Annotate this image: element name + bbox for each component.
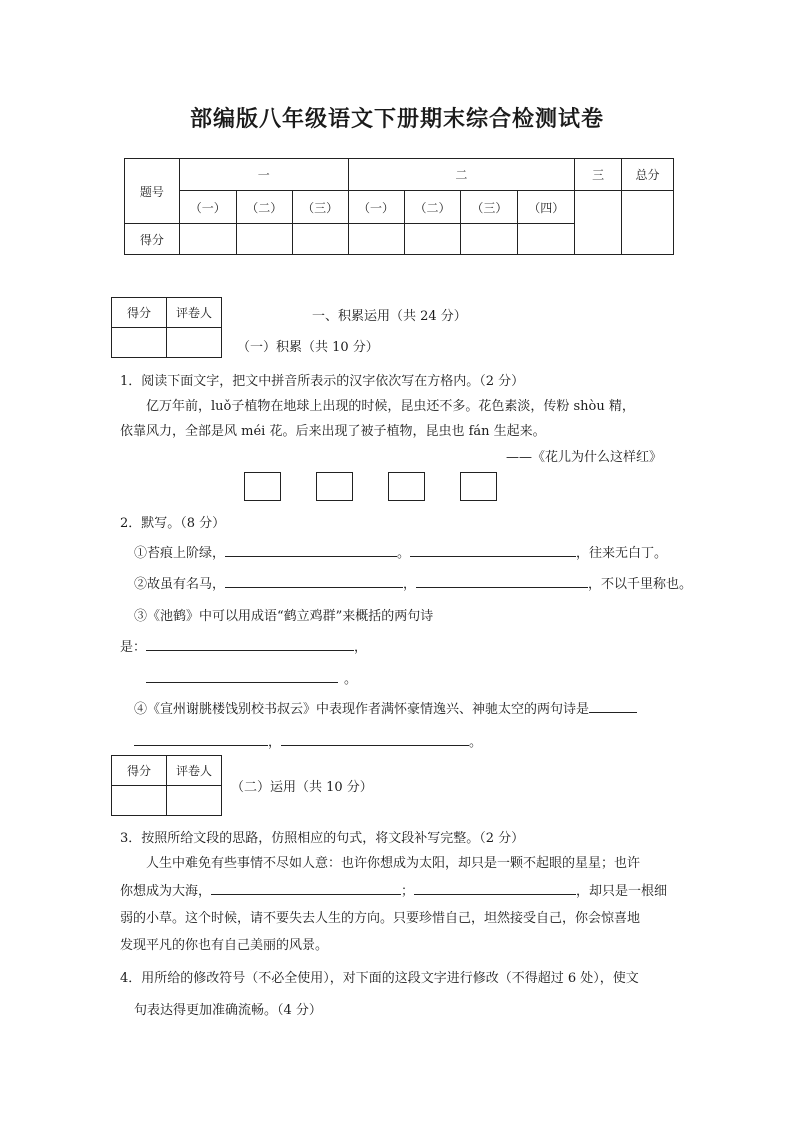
- grader-name-cell[interactable]: [167, 328, 222, 358]
- sub1-2: （二）: [236, 191, 292, 224]
- q2-line3: ③《池鹤》中可以用成语“鹤立鸡群”来概括的两句诗: [134, 609, 434, 624]
- section1-sub2: （二）运用（共 10 分）: [231, 780, 373, 795]
- q2-line4b: [134, 731, 482, 750]
- part3-score-cell[interactable]: [575, 191, 622, 255]
- q2-period-2: 。: [469, 735, 483, 750]
- score-cell[interactable]: [292, 224, 348, 255]
- blank-9[interactable]: [281, 732, 469, 746]
- blank-3[interactable]: [225, 574, 403, 588]
- sub1-1: （一）: [179, 191, 236, 224]
- q1-prompt: 1．阅读下面文字，把文中拼音所表示的汉字依次写在方格内。（2 分）: [120, 374, 525, 389]
- q1-text-line2: 依靠风力，全部是风 méi 花。后来出现了被子植物，昆虫也 fán 生起来。: [120, 424, 546, 439]
- score-cell[interactable]: [348, 224, 404, 255]
- q2-line1: [134, 542, 667, 561]
- q1-text-line1: 亿万年前，luǒ子植物在地球上出现的时候，昆虫还不多。花色素淡，传粉 shòu 精，: [146, 399, 635, 414]
- total-score-cell[interactable]: [622, 191, 674, 255]
- blank-10[interactable]: [211, 881, 401, 895]
- q2-l2a: ②故虽有名马，: [134, 577, 226, 592]
- q3-text-line4: 发现平凡的你也有自己美丽的风景。: [120, 938, 329, 953]
- q2-line3b: [120, 636, 367, 655]
- grader-score-cell[interactable]: [112, 786, 167, 816]
- blank-7[interactable]: [589, 699, 637, 713]
- section1-sub1: （一）积累（共 10 分）: [237, 340, 379, 355]
- part1-header: 一: [179, 159, 348, 191]
- grader-table-1: [111, 297, 222, 358]
- sub2-4: （四）: [518, 191, 575, 224]
- q2-l2b: ，: [403, 577, 417, 592]
- q2-l4: ④《宣州谢朓楼饯别校书叔云》中表现作者满怀豪情逸兴、神驰太空的两句诗是: [134, 702, 590, 717]
- q3-text-line3: 弱的小草。这个时候，请不要失去人生的方向。只要珍惜自己，坦然接受自己，你会惊喜地: [120, 911, 641, 926]
- grader-defen-label: 得分: [112, 756, 167, 786]
- sub1-3: （三）: [292, 191, 348, 224]
- part3-header: 三: [575, 159, 622, 191]
- tihao-label: 题号: [125, 159, 180, 224]
- q2-prompt: 2．默写。（8 分）: [120, 516, 226, 531]
- q2-line3c: [146, 668, 357, 687]
- score-cell[interactable]: [179, 224, 236, 255]
- q4-prompt-line2: 句表达得更加准确流畅。（4 分）: [134, 1003, 322, 1018]
- sub2-2: （二）: [404, 191, 461, 224]
- section1-heading: 一、积累运用（共 24 分）: [312, 309, 467, 324]
- blank-5[interactable]: [146, 637, 354, 651]
- q2-l1a: ①苔痕上阶绿，: [134, 546, 226, 561]
- answer-box-2[interactable]: [316, 472, 353, 501]
- q2-line2: [134, 573, 692, 592]
- score-table: [124, 158, 674, 255]
- score-cell[interactable]: [404, 224, 461, 255]
- defen-label: 得分: [125, 224, 180, 255]
- grader-pingjuan-label: 评卷人: [167, 756, 222, 786]
- blank-8[interactable]: [134, 732, 268, 746]
- blank-11[interactable]: [414, 881, 576, 895]
- blank-2[interactable]: [410, 543, 576, 557]
- q3-l2c: ，却只是一根细: [576, 884, 668, 899]
- q2-l2c: ，不以千里称也。: [588, 577, 693, 592]
- q3-text-line1: 人生中难免有些事情不尽如人意：也许你想成为太阳，却只是一颗不起眼的星星；也许: [146, 856, 641, 871]
- sub2-3: （三）: [461, 191, 518, 224]
- grader-table-2: [111, 755, 222, 816]
- q2-comma: ，: [354, 640, 368, 655]
- q2-l1b: 。: [397, 546, 411, 561]
- sub2-1: （一）: [348, 191, 404, 224]
- total-header: 总分: [622, 159, 674, 191]
- answer-box-3[interactable]: [388, 472, 425, 501]
- q2-l1c: ，往来无白丁。: [576, 546, 668, 561]
- q3-l2a: 你想成为大海，: [120, 884, 212, 899]
- grader-defen-label: 得分: [112, 298, 167, 328]
- q3-prompt: 3．按照所给文段的思路，仿照相应的句式，将文段补写完整。（2 分）: [120, 831, 525, 846]
- grader-score-cell[interactable]: [112, 328, 167, 358]
- blank-1[interactable]: [225, 543, 397, 557]
- q1-source: ——《花儿为什么这样红》: [506, 450, 663, 465]
- score-cell[interactable]: [461, 224, 518, 255]
- q3-text-line2: [120, 880, 667, 899]
- page-title: 部编版八年级语文下册期末综合检测试卷: [189, 107, 604, 132]
- q3-semicolon: ；: [401, 884, 415, 899]
- grader-name-cell[interactable]: [167, 786, 222, 816]
- score-cell[interactable]: [236, 224, 292, 255]
- blank-6[interactable]: [146, 669, 338, 683]
- blank-4[interactable]: [416, 574, 588, 588]
- q2-line4: [134, 698, 637, 717]
- part2-header: 二: [348, 159, 575, 191]
- q2-comma-2: ，: [268, 735, 282, 750]
- score-cell[interactable]: [518, 224, 575, 255]
- q4-prompt-line1: 4．用所给的修改符号（不必全使用），对下面的这段文字进行修改（不得超过 6 处），使文: [120, 971, 639, 986]
- answer-box-1[interactable]: [244, 472, 281, 501]
- answer-box-4[interactable]: [460, 472, 497, 501]
- q2-period: 。: [344, 672, 358, 687]
- grader-pingjuan-label: 评卷人: [167, 298, 222, 328]
- q2-l3b: 是：: [120, 640, 147, 655]
